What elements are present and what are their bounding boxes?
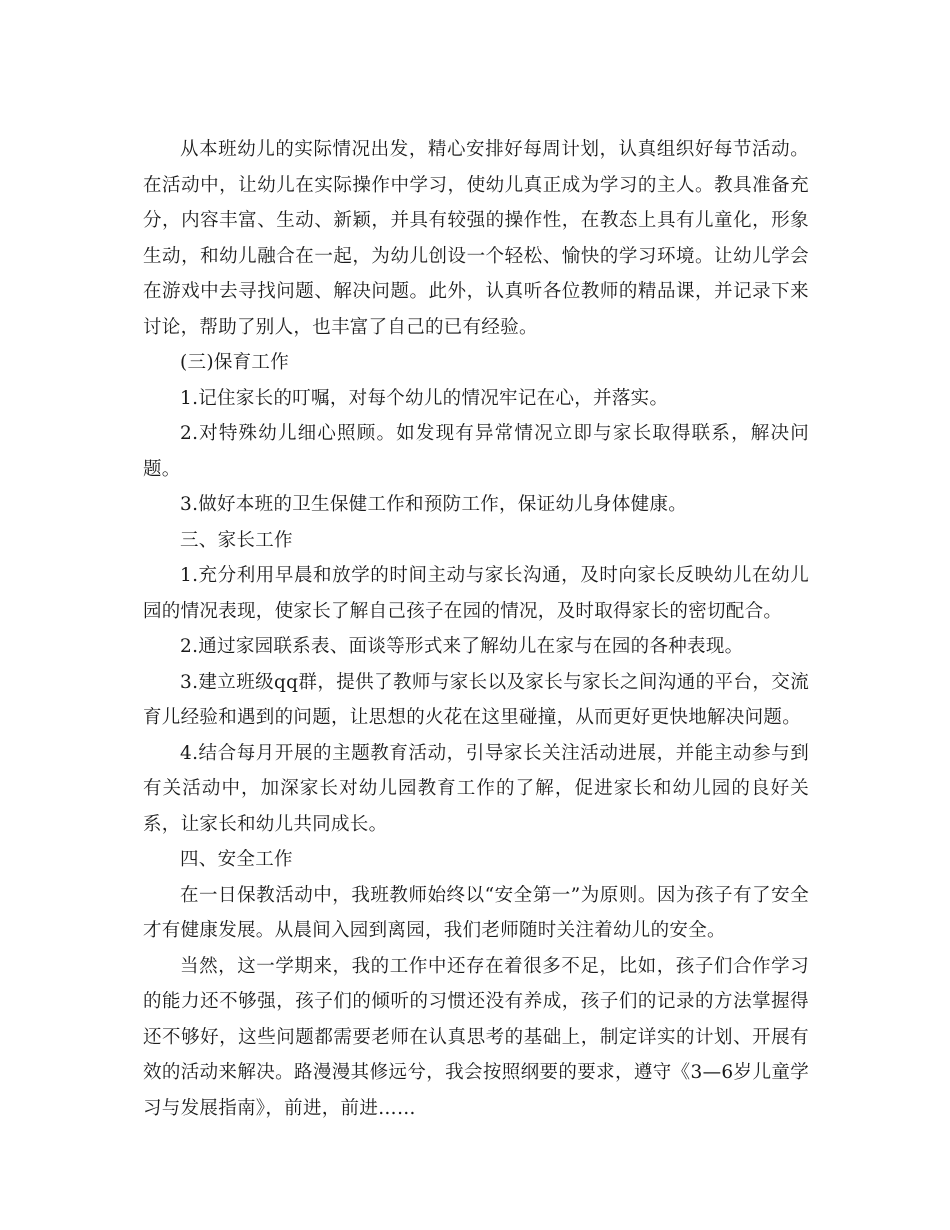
document-body	[143, 132, 809, 1126]
paragraph-parent-3: 3.建立班级qq群，提供了教师与家长以及家长与家长之间沟通的平台，交流育儿经验和遇到的问题，让思想的火花在这里碰撞，从而更好更快地解决问题。	[143, 671, 809, 728]
paragraph-conclusion: 当然，这一学期来，我的工作中还存在着很多不足，比如，孩子们合作学习的能力还不够强，孩子们的倾听的习惯还没有养成，孩子们的记录的方法掌握得还不够好，这些问题都需要老师在认真思考的基础上，制定详实的计划、开展有效的活动来解决。路漫漫其修远兮，我会按照纲要的要求，遵守《3—6岁儿童学习与发展指南》，前进，前进……	[143, 955, 809, 1119]
heading-care-work: (三)保育工作	[180, 352, 290, 373]
paragraph-safety: 在一日保教活动中，我班教师始终以“安全第一”为原则。因为孩子有了安全才有健康发展。从晨间入园到离园，我们老师随时关注着幼儿的安全。	[143, 884, 809, 941]
paragraph-parent-1: 1.充分利用早晨和放学的时间主动与家长沟通，及时向家长反映幼儿在幼儿园的情况表现，使家长了解自己孩子在园的情况，及时取得家长的密切配合。	[143, 565, 809, 622]
paragraph-parent-2: 2.通过家园联系表、面谈等形式来了解幼儿在家与在园的各种表现。	[180, 636, 744, 657]
heading-parent-work: 三、家长工作	[180, 529, 293, 551]
paragraph-care-1: 1.记住家长的叮嘱，对每个幼儿的情况牢记在心，并落实。	[180, 387, 669, 409]
heading-safety-work: 四、安全工作	[180, 849, 293, 870]
paragraph-parent-4: 4.结合每月开展的主题教育活动，引导家长关注活动进展，并能主动参与到有关活动中，加深家长对幼儿园教育工作的了解，促进家长和幼儿园的良好关系，让家长和幼儿共同成长。	[143, 742, 809, 835]
paragraph-care-3: 3.做好本班的卫生保健工作和预防工作，保证幼儿身体健康。	[180, 494, 688, 515]
paragraph-activities: 从本班幼儿的实际情况出发，精心安排好每周计划，认真组织好每节活动。在活动中，让幼儿在实际操作中学习，使幼儿真正成为学习的主人。教具准备充分，内容丰富、生动、新颖，并具有较强的操作性，在教态上具有儿童化，形象生动，和幼儿融合在一起，为幼儿创设一个轻松、愉快的学习环境。让幼儿学会在游戏中去寻找问题、解决问题。此外，认真听各位教师的精品课，并记录下来讨论，帮助了别人，也丰富了自己的已有经验。	[143, 139, 809, 338]
paragraph-care-2: 2.对特殊幼儿细心照顾。如发现有异常情况立即与家长取得联系，解决问题。	[143, 423, 809, 480]
